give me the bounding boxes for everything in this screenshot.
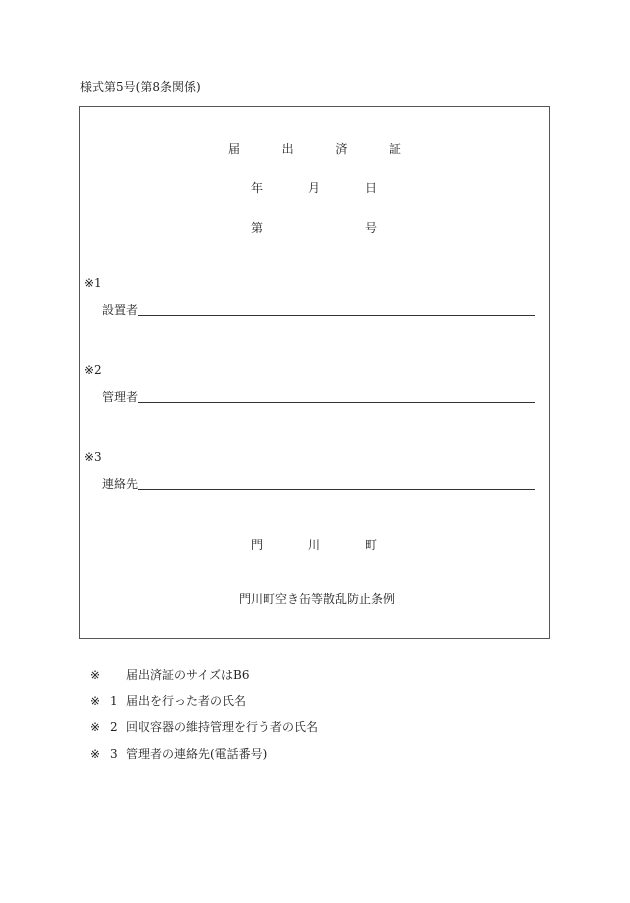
- field-1-mark: ※1: [84, 276, 102, 290]
- certificate-title: [228, 142, 401, 156]
- title-char: 済: [335, 142, 348, 156]
- ordinance-name: 門川町空き缶等散乱防止条例: [239, 592, 396, 606]
- installer-label: 設置者: [102, 303, 139, 317]
- installer-field-line[interactable]: [138, 315, 535, 316]
- title-char: 届: [228, 142, 241, 156]
- town-char: 川: [307, 538, 320, 552]
- manager-label: 管理者: [102, 390, 139, 404]
- number-suffix: 号: [364, 221, 377, 235]
- number-line: [251, 221, 377, 235]
- town-char: 門: [251, 538, 264, 552]
- title-char: 出: [281, 142, 294, 156]
- footnote-text: 回収容器の維持管理を行う者の氏名: [126, 720, 319, 734]
- footnote-number: 3: [110, 747, 118, 761]
- footnote-3: [90, 747, 267, 761]
- footnote-mark: ※: [90, 694, 101, 708]
- footnote-mark: ※: [90, 668, 101, 682]
- title-char: 証: [388, 142, 401, 156]
- footnote-number: 1: [110, 694, 118, 708]
- town-char: 町: [364, 538, 377, 552]
- contact-label: 連絡先: [102, 477, 139, 491]
- footnote-mark: ※: [90, 720, 101, 734]
- field-2-mark: ※2: [84, 363, 102, 377]
- footnote-1: [90, 694, 246, 708]
- town-name: [251, 538, 377, 552]
- year-char: 年: [251, 181, 264, 195]
- footnote-2: [90, 720, 318, 734]
- contact-field-line[interactable]: [138, 489, 535, 490]
- date-line: [251, 181, 377, 195]
- number-prefix: 第: [251, 221, 264, 235]
- footnote-text: 届出を行った者の氏名: [126, 694, 247, 708]
- form-number-label: 様式第5号(第8条関係): [80, 80, 201, 94]
- field-3-mark: ※3: [84, 450, 102, 464]
- footnote-text: 管理者の連絡先(電話番号): [126, 747, 268, 761]
- footnote-size: [90, 668, 250, 682]
- day-char: 日: [364, 181, 377, 195]
- footnote-mark: ※: [90, 747, 101, 761]
- manager-field-line[interactable]: [138, 402, 535, 403]
- month-char: 月: [307, 181, 320, 195]
- footnote-number: 2: [110, 720, 118, 734]
- footnote-text: 届出済証のサイズはB6: [126, 668, 250, 682]
